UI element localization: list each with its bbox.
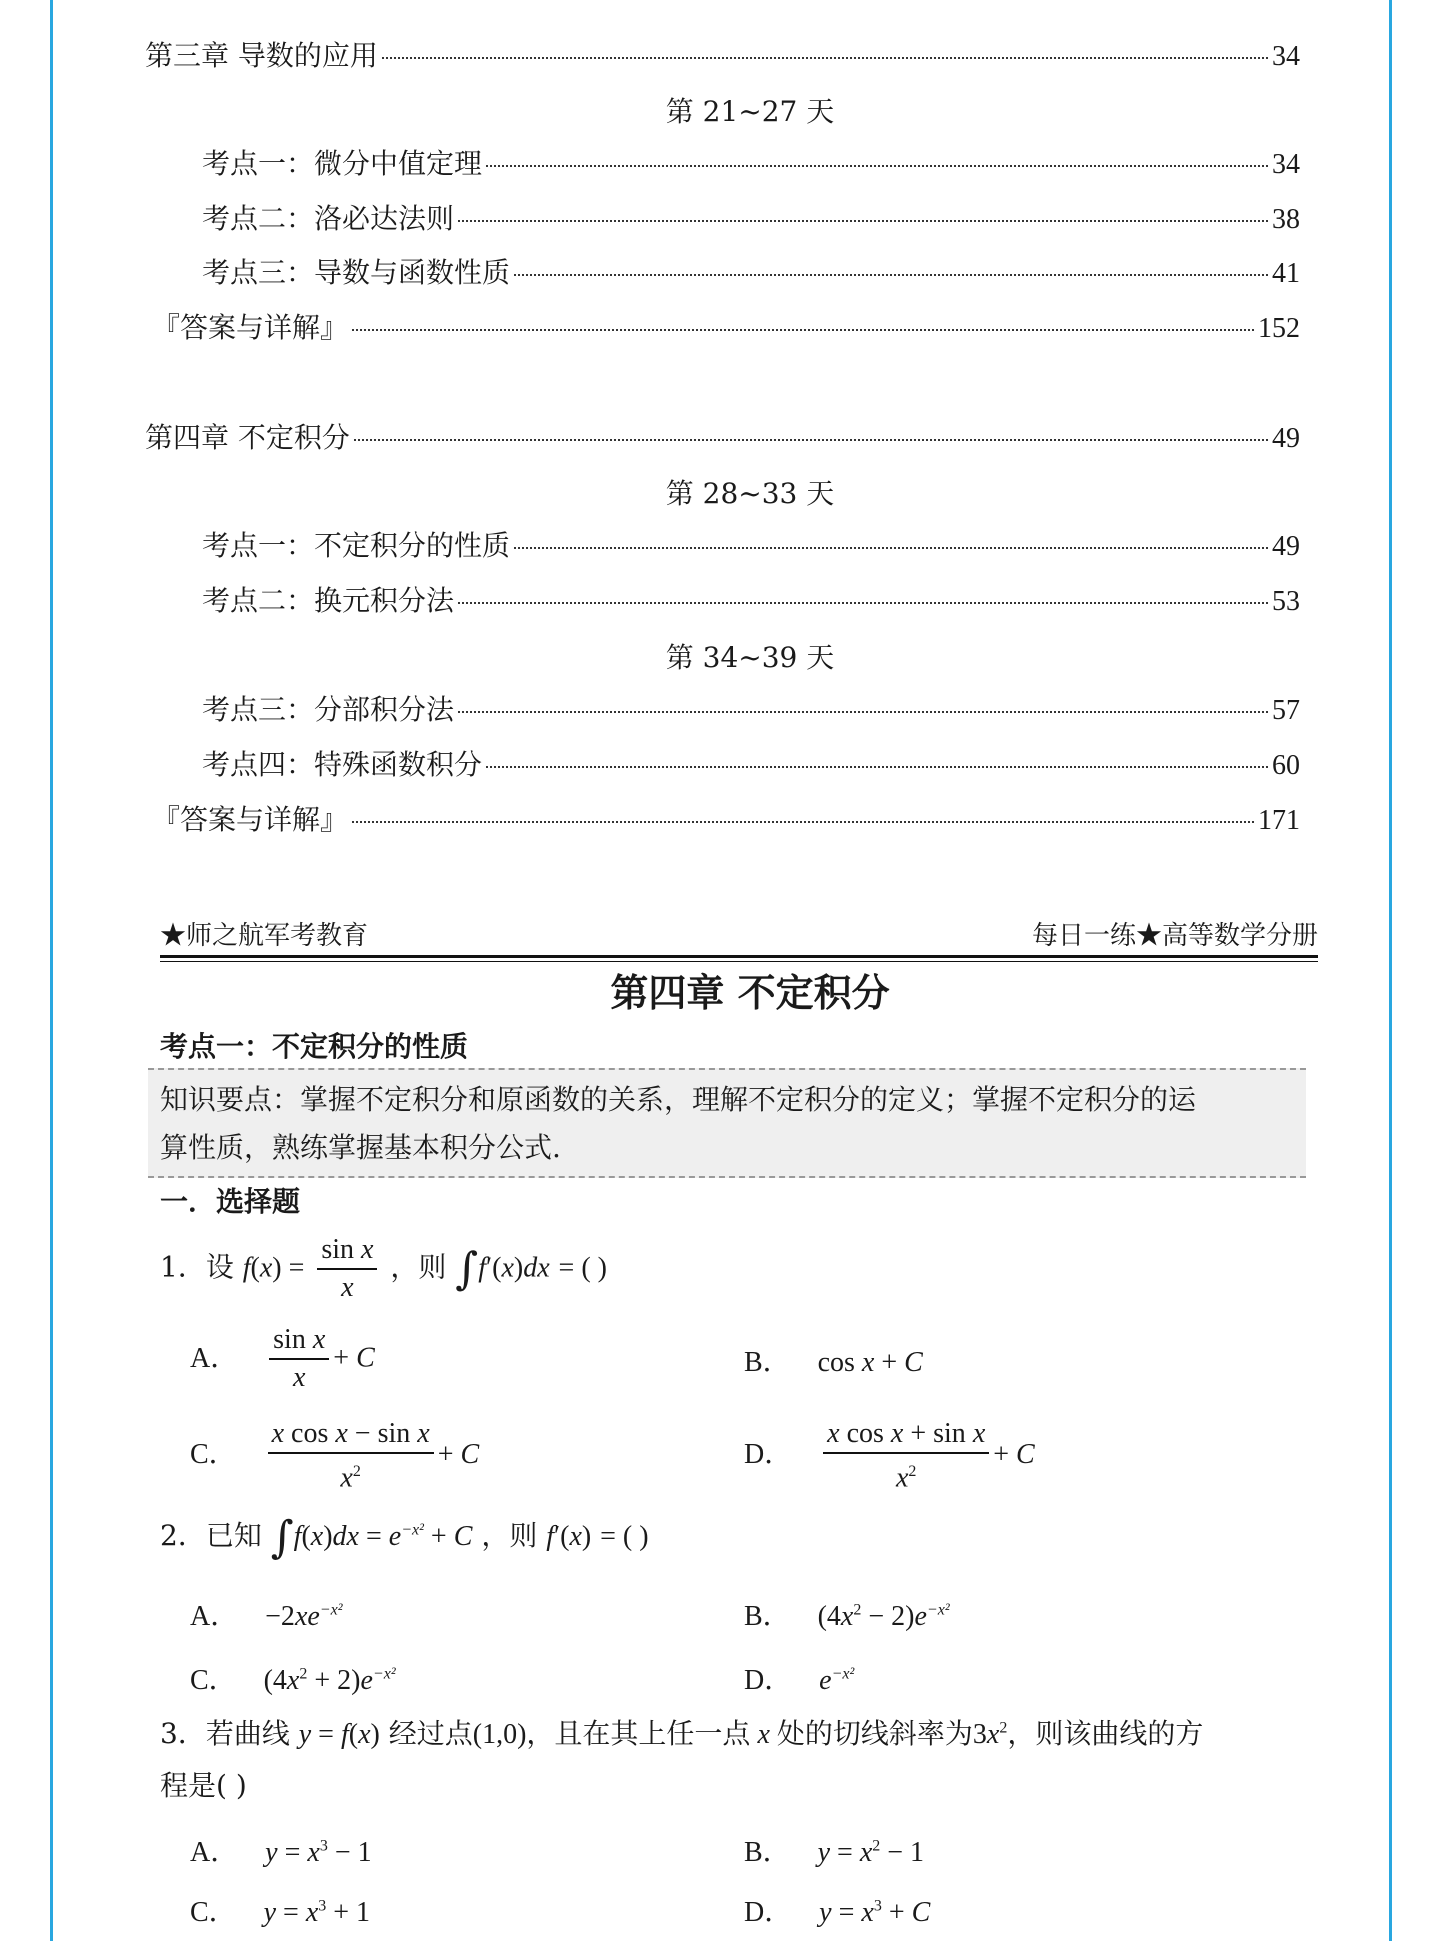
q2-option-a[interactable]: A． $-2xe^{-x^2}$ [190,1601,343,1632]
q2-option-d[interactable]: D． $e^{-x^2}$ [744,1665,855,1696]
question-3: 3．若曲线 y = f(x) 经过点(1,0)，且在其上任一点 x 处的切线斜率为$3x^2$，则该曲线的方 [160,1717,1204,1750]
q1-option-c[interactable]: C． $\frac{\text{x cos x − sin x}}{x^2}$ + C [190,1415,479,1496]
toc-item[interactable]: 考点一：不定积分的性质 49 [202,529,1300,562]
kp-title: 考点一：不定积分的性质 [160,1030,469,1063]
toc-item[interactable]: 考点一：微分中值定理 34 [202,147,1300,180]
toc-item[interactable]: 考点二：换元积分法 53 [202,584,1300,617]
question-3-line2: 程是( ) [160,1769,247,1802]
question-2: 2．已知 $\int f(x)dx = e^{-x^2} + C$ ，则 f′(x) = ( ) [160,1512,649,1563]
toc-days: 第 21~27 天 [665,95,835,128]
knowledge-line: 算性质，熟练掌握基本积分公式. [160,1131,561,1164]
knowledge-line: 知识要点：掌握不定积分和原函数的关系，理解不定积分的定义；掌握不定积分的运 [160,1083,1197,1116]
q1-option-d[interactable]: D． $\frac{\text{x cos x + sin x}}{x^2}$ + C [744,1415,1035,1496]
q3-option-c[interactable]: C． $y = x^3 + 1$ [190,1897,371,1928]
q2-option-c[interactable]: C． $(4x^2 + 2)e^{-x^2}$ [190,1665,396,1696]
chapter-title: 第四章 不定积分 [610,971,890,1015]
toc-days: 第 28~33 天 [665,477,835,510]
q3-option-a[interactable]: A． $y = x^3 - 1$ [190,1837,372,1868]
toc-item[interactable]: 考点二：洛必达法则 38 [202,202,1300,235]
toc-chapter-4[interactable]: 第四章 不定积分 49 [145,421,1300,454]
question-1: 1．设 f(x) = $\frac{\text{sin x}}{x}$ ，则 ∫f′(x)dx = ( ) [160,1234,607,1303]
toc-chapter-3[interactable] [145,34,1300,74]
q3-option-d[interactable]: D． $y = x^3 + C$ [744,1897,931,1928]
header-left: ★师之航军考教育 [160,921,369,951]
q1-option-b[interactable]: B． cos x + C [744,1347,923,1378]
toc-item[interactable]: 考点三：分部积分法 57 [202,693,1300,726]
toc-page: 34 [1272,41,1300,72]
toc-item[interactable]: 考点四：特殊函数积分 60 [202,748,1300,781]
header-rule [160,955,1318,958]
toc-item[interactable]: 考点三：导数与函数性质 41 [202,256,1300,289]
toc-answers[interactable]: 『答案与详解』 152 [152,311,1300,344]
section-title: 一．选择题 [160,1185,301,1218]
q2-option-b[interactable]: B． $(4x^2 - 2)e^{-x^2}$ [744,1601,950,1632]
q1-option-a[interactable]: A． $\frac{\text{sin x}}{x}$ + C [190,1324,375,1393]
toc-days: 第 34~39 天 [665,641,835,674]
knowledge-box [148,1068,1306,1178]
q3-option-b[interactable]: B． $y = x^2 - 1$ [744,1837,925,1868]
toc-answers[interactable]: 『答案与详解』 171 [152,803,1300,836]
toc-title: 第三章 导数的应用 [145,39,378,72]
header-right: 每日一练★高等数学分册 [1031,921,1318,951]
